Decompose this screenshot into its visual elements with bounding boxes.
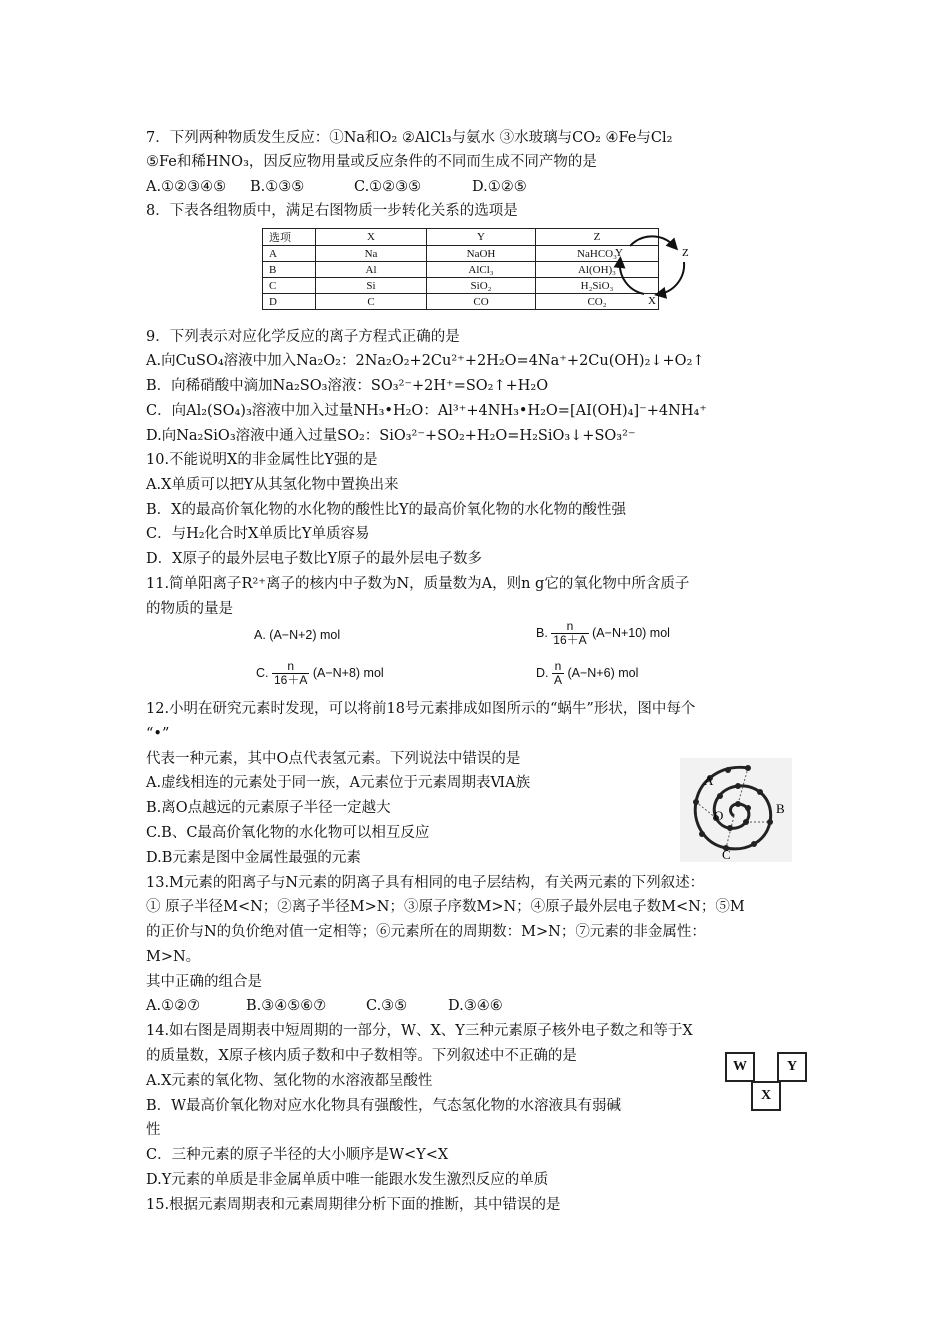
- snail-label-a: A: [704, 773, 714, 788]
- q8-table: [262, 228, 659, 310]
- q9-option-a: A.向CuSO₄溶液中加入Na₂O₂：2Na₂O₂+2Cu²⁺+2H₂O=4Na⁺+2Cu(OH)₂↓+O₂↑: [146, 353, 705, 369]
- cycle-arrow-xy: [620, 262, 644, 294]
- fraction-denominator: 16＋A: [553, 633, 587, 647]
- q13-line1: 13.M元素的阳离子与N元素的阴离子具有相同的电子层结构，有关两元素的下列叙述：: [146, 875, 705, 891]
- cycle-arrow-yz: [630, 236, 674, 246]
- q15-stem: 15.根据元素周期表和元素周期律分析下面的推断，其中错误的是: [146, 1197, 561, 1213]
- fraction-denominator: 16＋A: [273, 673, 308, 687]
- table-cell: D: [263, 294, 316, 310]
- table-row: [263, 262, 659, 278]
- q12-option-b: B.离O点越远的元素原子半径一定越大: [146, 800, 391, 816]
- q14-option-c: C．三种元素的原子半径的大小顺序是W<Y<X: [146, 1147, 449, 1163]
- table-cell: NaHCO₃: [536, 246, 659, 262]
- periodic-cell-w: W: [725, 1052, 755, 1082]
- q11-line1: 11.简单阳离子R²⁺离子的核内中子数为N，质量数为A，则n g它的氧化物中所含质子: [146, 576, 690, 592]
- q11-option-b-fraction: [551, 620, 588, 647]
- table-cell: H₂SiO₃: [536, 278, 659, 294]
- q10-option-a: A.X单质可以把Y从其氢化物中置换出来: [146, 477, 399, 493]
- table-cell: CO₂: [536, 294, 659, 310]
- q14-option-b: B．W最高价氧化物对应水化物具有强酸性，气态氢化物的水溶液具有弱碱: [146, 1098, 622, 1114]
- q13-option-a: A.①②⑦: [146, 998, 201, 1014]
- table-cell: C: [316, 294, 427, 310]
- q11-option-d-tail: (A−N+6) mol: [567, 665, 639, 680]
- q9-option-c: C．向Al₂(SO₄)₃溶液中加入过量NH₃•H₂O：Al³⁺+4NH₃•H₂O=[AI(OH)₄]⁻+4NH₄⁺: [146, 403, 707, 419]
- snail-label-b: B: [776, 801, 785, 816]
- q12-line3: 代表一种元素，其中O点代表氢元素。下列说法中错误的是: [146, 751, 521, 767]
- q12-option-d: D.B元素是图中金属性最强的元素: [146, 850, 361, 866]
- q10-option-d: D．X原子的最外层电子数比Y原子的最外层电子数多: [146, 551, 483, 567]
- fraction-denominator: A: [553, 673, 562, 687]
- q7-option-b: B.①③⑤: [250, 179, 305, 195]
- table-cell: C: [263, 278, 316, 294]
- periodic-cell-y: Y: [777, 1052, 807, 1082]
- q12-line2: “•”: [146, 726, 170, 742]
- q14-option-a: A.X元素的氧化物、氢化物的水溶液都呈酸性: [146, 1073, 433, 1089]
- q12-snail-diagram: [680, 758, 792, 862]
- q10-option-b: B．X的最高价氧化物的水化物的酸性比Y的最高价氧化物的水化物的酸性强: [146, 502, 627, 518]
- q14-option-d: D.Y元素的单质是非金属单质中唯一能跟水发生激烈反应的单质: [146, 1172, 549, 1188]
- q7-line2: ⑤Fe和稀HNO₃，因反应物用量或反应条件的不同而生成不同产物的是: [146, 154, 597, 170]
- q11-option-b-tail: (A−N+10) mol: [592, 625, 670, 640]
- q11-option-b-label: B.: [536, 625, 548, 640]
- q12-option-c: C.B、C最高价氧化物的水化物可以相互反应: [146, 825, 430, 841]
- table-cell: Al: [316, 262, 427, 278]
- cycle-label-z: Z: [682, 247, 689, 259]
- q13-options: [146, 996, 503, 1016]
- q11-option-c-tail: (A−N+8) mol: [312, 665, 384, 680]
- snail-label-o: O: [714, 808, 724, 823]
- table-cell: Si: [316, 278, 427, 294]
- q13-option-d: D.③④⑥: [448, 998, 503, 1014]
- q13-line5: 其中正确的组合是: [146, 974, 262, 990]
- q9-option-b: B．向稀硝酸中滴加Na₂SO₃溶液：SO₃²⁻+2H⁺=SO₂↑+H₂O: [146, 378, 549, 394]
- q11-option-c-label: C.: [256, 665, 269, 680]
- table-header: Y: [427, 229, 536, 246]
- table-header: 选项: [263, 229, 316, 246]
- table-row: [263, 278, 659, 294]
- q9-option-d: D.向Na₂SiO₃溶液中通入过量SO₂：SiO₃²⁻+SO₂+H₂O=H₂SiO₃↓+SO₃²⁻: [146, 428, 636, 444]
- q12-option-a: A.虚线相连的元素处于同一族，A元素位于元素周期表ⅥA族: [146, 775, 531, 791]
- q14-line2: 的质量数，X原子核内质子数和中子数相等。下列叙述中不正确的是: [146, 1048, 577, 1064]
- q14-line1: 14.如右图是周期表中短周期的一部分，W、X、Y三种元素原子核外电子数之和等于X: [146, 1023, 693, 1039]
- q7-option-d: D.①②⑤: [472, 179, 527, 195]
- table-header: Z: [536, 229, 659, 246]
- q11-option-b: [536, 620, 670, 647]
- q13-line2: ① 原子半径M<N；②离子半径M>N；③原子序数M>N；④原子最外层电子数M<N；⑤M: [146, 899, 745, 915]
- table-cell: SiO₂: [427, 278, 536, 294]
- fraction-numerator: n: [272, 660, 309, 674]
- q11-line2: 的物质的量是: [146, 601, 233, 617]
- q13-option-c: C.③⑤: [366, 998, 408, 1014]
- cycle-label-x: X: [648, 295, 656, 307]
- q9-stem: 9．下列表示对应化学反应的离子方程式正确的是: [146, 329, 460, 345]
- q10-stem: 10.不能说明X的非金属性比Y强的是: [146, 452, 378, 468]
- table-cell: NaOH: [427, 246, 536, 262]
- fraction-numerator: n: [551, 620, 588, 634]
- q7-option-a: A.①②③④⑤: [146, 179, 227, 195]
- table-row: [263, 294, 659, 310]
- q12-line1: 12.小明在研究元素时发现，可以将前18号元素排成如图所示的“蜗牛”形状，图中每个: [146, 701, 696, 717]
- q11-option-a: A. (A−N+2) mol: [254, 628, 341, 642]
- q7-line1: 7．下列两种物质发生反应：①Na和O₂ ②AlCl₃与氨水 ③水玻璃与CO₂ ④Fe与Cl₂: [146, 130, 673, 146]
- table-cell: CO: [427, 294, 536, 310]
- periodic-cell-x: X: [751, 1081, 781, 1111]
- table-row: [263, 246, 659, 262]
- q7-option-c: C.①②③⑤: [354, 179, 422, 195]
- cycle-label-y: Y: [615, 247, 623, 259]
- table-cell: B: [263, 262, 316, 278]
- q14-option-b-cont: 性: [146, 1122, 161, 1138]
- q10-option-c: C．与H₂化合时X单质比Y单质容易: [146, 526, 370, 542]
- table-header-row: [263, 229, 659, 246]
- table-cell: Al(OH)₃: [536, 262, 659, 278]
- q11-option-c: [256, 660, 384, 687]
- q11-option-c-fraction: [272, 660, 309, 687]
- table-cell: A: [263, 246, 316, 262]
- q13-option-b: B.③④⑤⑥⑦: [246, 998, 327, 1014]
- table-header: X: [316, 229, 427, 246]
- fraction-numerator: n: [552, 660, 564, 674]
- q8-stem: 8．下表各组物质中，满足右图物质一步转化关系的选项是: [146, 203, 518, 219]
- table-cell: AlCl₃: [427, 262, 536, 278]
- q11-option-d: [536, 660, 638, 687]
- snail-label-c: C: [722, 847, 731, 862]
- q13-line3: 的正价与N的负价绝对值一定相等；⑥元素所在的周期数：M>N；⑦元素的非金属性：: [146, 924, 706, 940]
- table-cell: Na: [316, 246, 427, 262]
- q8-cycle-diagram: [608, 228, 694, 310]
- q11-option-d-fraction: [552, 660, 564, 687]
- q7-options: [146, 177, 527, 197]
- q13-line4: M>N。: [146, 949, 201, 965]
- cycle-arrow-zx: [660, 262, 684, 294]
- q11-option-d-label: D.: [536, 665, 549, 680]
